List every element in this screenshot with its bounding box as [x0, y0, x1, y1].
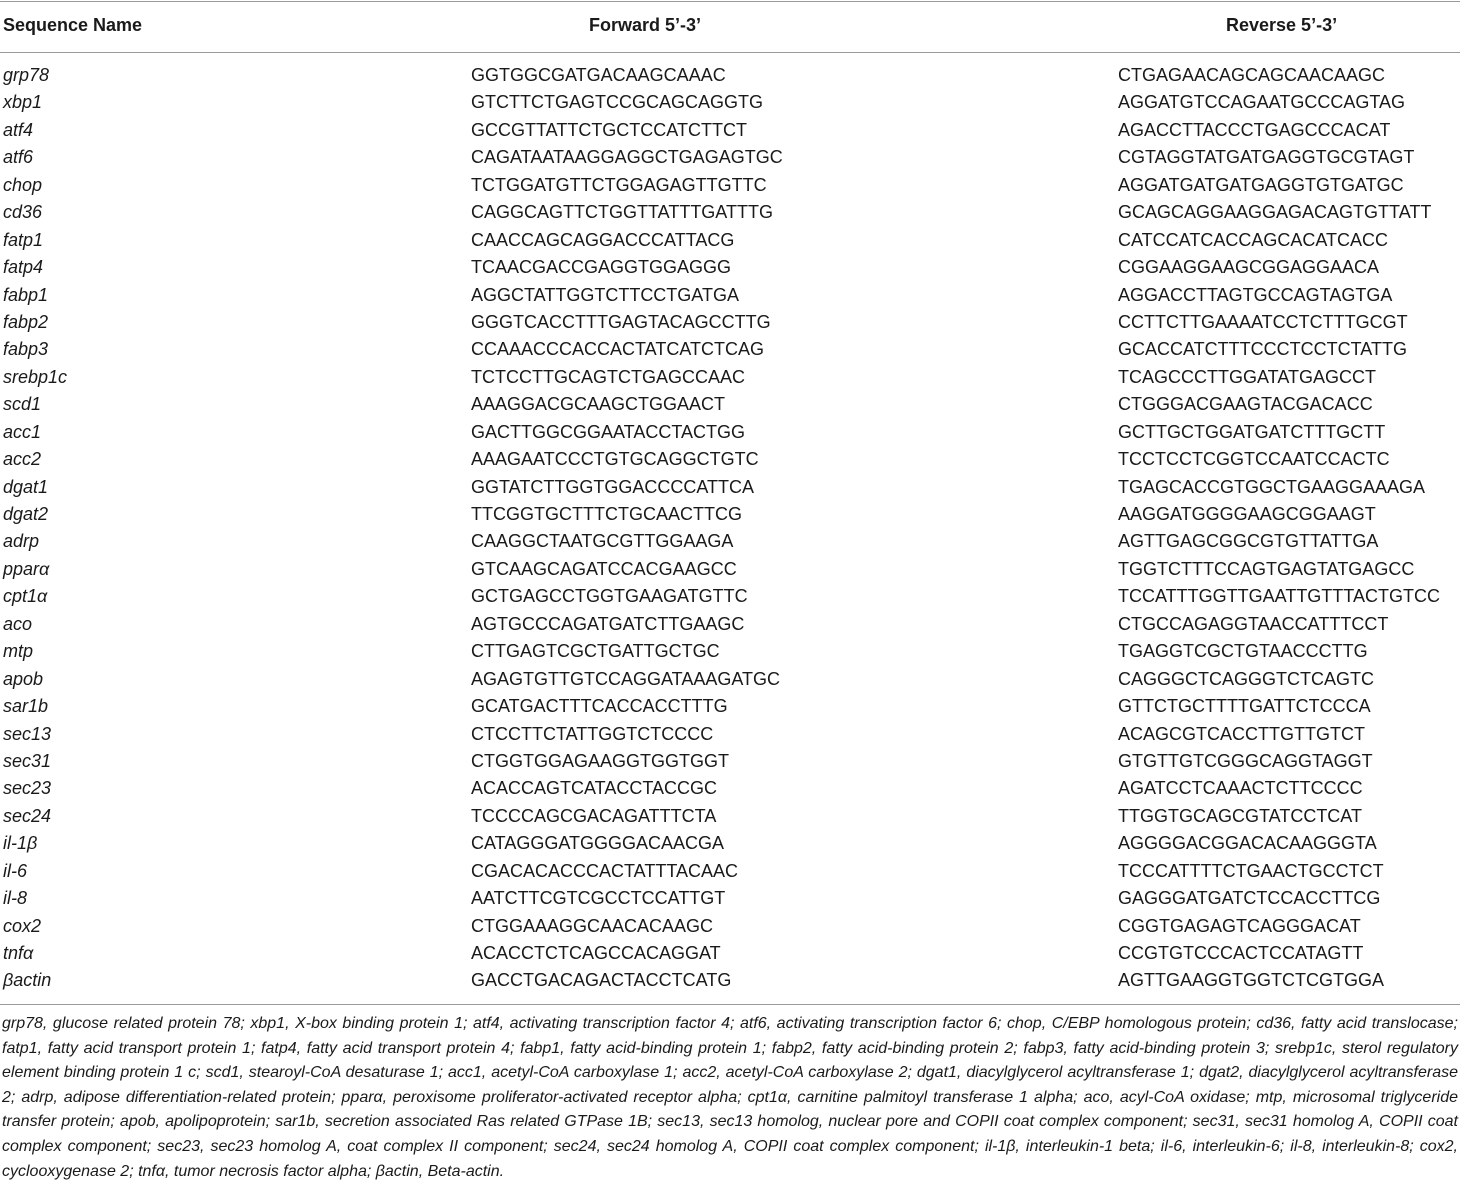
forward-primer-cell: CTGGAAAGGCAACACAAGC [471, 915, 714, 936]
table-bottom-rule [0, 1004, 1460, 1005]
reverse-primer-cell: GTGTTGTCGGGCAGGTAGGT [1118, 750, 1373, 771]
table-row [0, 501, 1460, 528]
forward-primer-cell: ACACCTCTCAGCCACAGGAT [471, 943, 721, 963]
gene-name-cell: aco [3, 613, 33, 634]
table-row [0, 336, 1460, 363]
table-row [0, 254, 1460, 281]
gene-name-cell: sar1b [3, 696, 49, 717]
table-row [0, 638, 1460, 665]
forward-primer-cell: CTGGTGGAGAAGGTGGTGGT [471, 750, 730, 771]
forward-primer-cell: CAGATAATAAGGAGGCTGAGAGTGC [471, 147, 783, 168]
gene-name-cell: acc1 [3, 421, 42, 442]
forward-primer-cell: GGTGGCGATGACAAGCAAAC [471, 65, 726, 85]
forward-primer-cell: CCAAACCCACCACTATCATCTCAG [471, 339, 765, 360]
forward-primer-cell: GCCGTTATTCTGCTCCATCTTCT [471, 119, 747, 140]
forward-primer-cell: CAAGGCTAATGCGTTGGAAGA [471, 531, 734, 552]
table-row [0, 144, 1460, 171]
table-row [0, 172, 1460, 199]
forward-primer-cell: GACCTGACAGACTACCTCATG [471, 970, 732, 991]
gene-name-cell: pparα [3, 558, 50, 579]
forward-primer-cell: AGTGCCCAGATGATCTTGAAGC [471, 613, 745, 634]
reverse-primer-cell: CCTTCTTGAAAATCCTCTTTGCGT [1118, 311, 1408, 332]
forward-primer-cell: GCTGAGCCTGGTGAAGATGTTC [471, 586, 748, 607]
gene-name-cell: sec24 [3, 805, 52, 826]
reverse-primer-cell: CGTAGGTATGATGAGGTGCGTAGT [1118, 147, 1415, 168]
gene-name-cell: xbp1 [3, 92, 43, 113]
forward-primer-cell: ACACCAGTCATACCTACCGC [471, 778, 718, 799]
table-row [0, 419, 1460, 446]
forward-primer-cell: GGTATCTTGGTGGACCCCATTCA [471, 476, 754, 497]
table-footnote: grp78, glucose related protein 78; xbp1, X-box binding protein 1; atf4, activating transcription factor 4; atf6, activating transcription factor 6; chop, C/EBP homologous protein; cd36, fatty acid translocase; fatp1, fatty acid transport protein 1; fatp4, fatty acid transport protein 4; fabp1, fatty acid-binding protein 1; fabp2, fatty acid-binding protein 2; fabp3, fatty acid-binding protein 3; srebp1c, sterol regulatory element binding protein 1 c; scd1, stearoyl-CoA desaturase 1; acc1, acetyl-CoA carboxylase 1; acc2, acetyl-CoA carboxylase 2; dgat1, diacylglycerol acyltransferase 1; dgat2, diacylglycerol acyltransferase 2; adrp, adipose differentiation-related protein; pparα, peroxisome proliferator-activated receptor alpha; cpt1α, carnitine palmitoyl transferase 1 alpha; aco, acyl-CoA oxidase; mtp, microsomal triglyceride transfer protein; apob, apolipoprotein; sar1b, secretion associated Ras related GTPase 1B; sec13, sec13 homolog, nuclear pore and COPII coat complex component; sec31, sec31 homolog A, COPII coat complex component; sec23, sec23 homolog A, coat complex II component; sec24, sec24 homolog A, COPII coat complex component; il-1β, interleukin-1 beta; il-6, interleukin-6; il-8, interleukin-8; cox2, cyclooxygenase 2; tnfα, tumor necrosis factor alpha; βactin, Beta-actin. [2, 1015, 1458, 1180]
forward-primer-cell: CAGGCAGTTCTGGTTATTTGATTTG [471, 202, 773, 223]
table-row [0, 446, 1460, 473]
header-sequence-name: Sequence Name [3, 15, 143, 35]
forward-primer-cell: AAAGGACGCAAGCTGGAACT [471, 394, 726, 415]
forward-primer-cell: AAAGAATCCCTGTGCAGGCTGTC [471, 449, 759, 470]
gene-name-cell: il-6 [3, 860, 28, 881]
reverse-primer-cell: TGAGCACCGTGGCTGAAGGAAAGA [1118, 476, 1426, 497]
gene-name-cell: il-8 [3, 888, 28, 909]
reverse-primer-cell: TCAGCCCTTGGATATGAGCCT [1118, 366, 1376, 387]
reverse-primer-cell: CTGGGACGAAGTACGACACC [1118, 394, 1373, 415]
reverse-primer-cell: GTTCTGCTTTTGATTCTCCCA [1118, 696, 1371, 717]
table-body [0, 62, 1460, 995]
gene-name-cell: chop [3, 174, 43, 195]
gene-name-cell: fatp1 [3, 229, 44, 250]
forward-primer-cell: GTCTTCTGAGTCCGCAGCAGGTG [471, 92, 763, 113]
forward-primer-cell: CAACCAGCAGGACCCATTACG [471, 229, 735, 250]
forward-primer-cell: GCATGACTTTCACCACCTTTG [471, 696, 728, 717]
header-forward: Forward 5’-3’ [588, 15, 702, 35]
table-row [0, 62, 1460, 89]
table-row [0, 748, 1460, 775]
reverse-primer-cell: AAGGATGGGGAAGCGGAAGT [1118, 504, 1376, 524]
reverse-primer-cell: AGACCTTACCCTGAGCCCACAT [1118, 119, 1391, 140]
reverse-primer-cell: TGAGGTCGCTGTAACCCTTG [1118, 641, 1368, 662]
reverse-primer-cell: AGGATGATGATGAGGTGTGATGC [1118, 174, 1404, 195]
gene-name-cell: adrp [3, 531, 40, 552]
gene-name-cell: cd36 [3, 202, 43, 223]
reverse-primer-cell: CCGTGTCCCACTCCATAGTT [1118, 943, 1364, 963]
gene-name-cell: fatp4 [3, 257, 44, 278]
reverse-primer-cell: AGATCCTCAAACTCTTCCCC [1118, 778, 1363, 799]
reverse-primer-cell: AGGATGTCCAGAATGCCCAGTAG [1118, 92, 1406, 113]
gene-name-cell: mtp [3, 641, 34, 662]
reverse-primer-cell: CTGAGAACAGCAGCAACAAGC [1118, 65, 1386, 85]
forward-primer-cell: GTCAAGCAGATCCACGAAGCC [471, 558, 737, 579]
forward-primer-cell: CGACACACCCACTATTTACAAC [471, 860, 739, 881]
table-row [0, 474, 1460, 501]
table-row [0, 913, 1460, 940]
gene-name-cell: srebp1c [3, 366, 68, 387]
gene-name-cell: βactin [3, 970, 52, 991]
reverse-primer-cell: AGTTGAAGGTGGTCTCGTGGA [1118, 970, 1385, 991]
table-row [0, 885, 1460, 912]
table-row [0, 967, 1460, 994]
forward-primer-cell: AGGCTATTGGTCTTCCTGATGA [471, 284, 739, 305]
table-row [0, 89, 1460, 116]
forward-primer-cell: GACTTGGCGGAATACCTACTGG [471, 421, 745, 442]
table-row [0, 309, 1460, 336]
reverse-primer-cell: GCAGCAGGAAGGAGACAGTGTTATT [1118, 202, 1432, 223]
table-row [0, 693, 1460, 720]
gene-name-cell: fabp2 [3, 311, 49, 332]
forward-primer-cell: TCAACGACCGAGGTGGAGGG [471, 257, 732, 278]
gene-name-cell: il-1β [3, 833, 38, 854]
reverse-primer-cell: GCTTGCTGGATGATCTTTGCTT [1118, 421, 1386, 442]
gene-name-cell: fabp3 [3, 339, 49, 360]
forward-primer-cell: CATAGGGATGGGGACAACGA [471, 833, 725, 854]
table-header-rule [0, 52, 1460, 53]
gene-name-cell: apob [3, 668, 44, 689]
gene-name-cell: cpt1α [3, 586, 48, 607]
table-header-row [0, 0, 1460, 52]
reverse-primer-cell: AGGGGACGGACACAAGGGTA [1118, 833, 1377, 854]
forward-primer-cell: TTCGGTGCTTTCTGCAACTTCG [471, 504, 742, 524]
gene-name-cell: tnfα [3, 943, 34, 963]
forward-primer-cell: AATCTTCGTCGCCTCCATTGT [471, 888, 726, 909]
reverse-primer-cell: TTGGTGCAGCGTATCCTCAT [1118, 805, 1362, 826]
table-row [0, 803, 1460, 830]
forward-primer-cell: TCCCCAGCGACAGATTTCTA [471, 805, 717, 826]
table-row [0, 775, 1460, 802]
table-row [0, 227, 1460, 254]
forward-primer-cell: AGAGTGTTGTCCAGGATAAAGATGC [471, 668, 781, 689]
reverse-primer-cell: CATCCATCACCAGCACATCACC [1118, 229, 1389, 250]
table-row [0, 282, 1460, 309]
reverse-primer-cell: TCCTCCTCGGTCCAATCCACTC [1118, 449, 1390, 470]
forward-primer-cell: CTCCTTCTATTGGTCTCCCC [471, 723, 714, 744]
gene-name-cell: fabp1 [3, 284, 49, 305]
reverse-primer-cell: TCCATTTGGTTGAATTGTTTACTGTCC [1118, 586, 1440, 607]
reverse-primer-cell: GAGGGATGATCTCCACCTTCG [1118, 888, 1381, 909]
gene-name-cell: scd1 [3, 394, 42, 415]
gene-name-cell: dgat1 [3, 476, 49, 497]
table-row [0, 611, 1460, 638]
reverse-primer-cell: GCACCATCTTTCCCTCCTCTATTG [1118, 339, 1407, 360]
forward-primer-cell: CTTGAGTCGCTGATTGCTGC [471, 641, 720, 662]
reverse-primer-cell: AGGACCTTAGTGCCAGTAGTGA [1118, 284, 1393, 305]
gene-name-cell: sec23 [3, 778, 52, 799]
forward-primer-cell: TCTCCTTGCAGTCTGAGCCAAC [471, 366, 745, 387]
reverse-primer-cell: CTGCCAGAGGTAACCATTTCCT [1118, 613, 1389, 634]
table-row [0, 556, 1460, 583]
table-row [0, 721, 1460, 748]
reverse-primer-cell: ACAGCGTCACCTTGTTGTCT [1118, 723, 1365, 744]
table-row [0, 199, 1460, 226]
reverse-primer-cell: CGGTGAGAGTCAGGGACAT [1118, 915, 1361, 936]
forward-primer-cell: TCTGGATGTTCTGGAGAGTTGTTC [471, 174, 767, 195]
reverse-primer-cell: CAGGGCTCAGGGTCTCAGTC [1118, 668, 1374, 689]
reverse-primer-cell: TGGTCTTTCCAGTGAGTATGAGCC [1118, 558, 1415, 579]
gene-name-cell: atf4 [3, 119, 34, 140]
table-row [0, 364, 1460, 391]
table-row [0, 830, 1460, 857]
reverse-primer-cell: AGTTGAGCGGCGTGTTATTGA [1118, 531, 1379, 552]
gene-name-cell: acc2 [3, 449, 42, 470]
reverse-primer-cell: TCCCATTTTCTGAACTGCCTCT [1118, 860, 1384, 881]
gene-name-cell: grp78 [3, 65, 50, 85]
table-row [0, 117, 1460, 144]
gene-name-cell: cox2 [3, 915, 42, 936]
table-row [0, 391, 1460, 418]
gene-name-cell: atf6 [3, 147, 34, 168]
forward-primer-cell: GGGTCACCTTTGAGTACAGCCTTG [471, 311, 771, 332]
gene-name-cell: sec13 [3, 723, 52, 744]
table-row [0, 940, 1460, 967]
header-reverse: Reverse 5’-3’ [1226, 15, 1338, 35]
table-row [0, 528, 1460, 555]
reverse-primer-cell: CGGAAGGAAGCGGAGGAACA [1118, 257, 1380, 278]
table-row [0, 858, 1460, 885]
table-row [0, 583, 1460, 610]
gene-name-cell: sec31 [3, 750, 52, 771]
gene-name-cell: dgat2 [3, 504, 49, 524]
table-row [0, 666, 1460, 693]
